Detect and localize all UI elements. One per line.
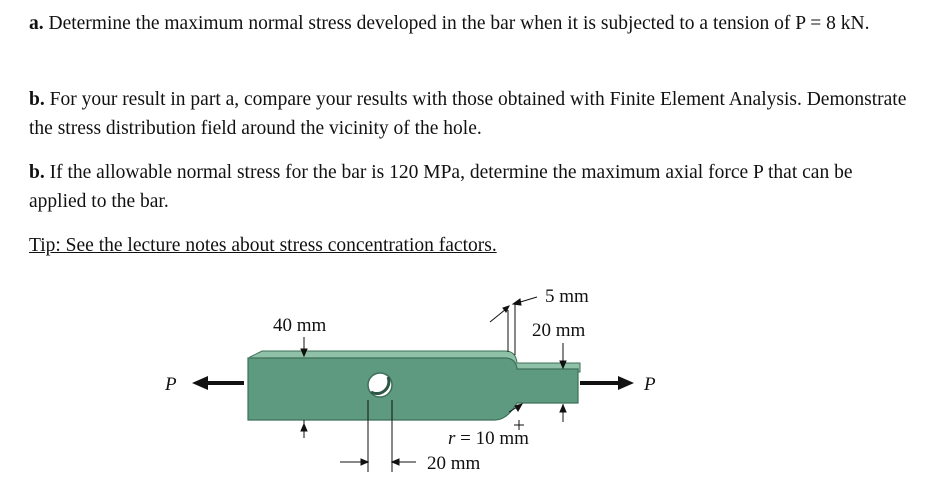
left-force-label: P bbox=[165, 374, 177, 395]
part-b1-label: b. bbox=[29, 89, 45, 110]
part-a-label: a. bbox=[29, 13, 44, 34]
right-force-arrow bbox=[580, 376, 634, 390]
thickness-label: 5 mm bbox=[545, 286, 589, 307]
fillet-radius-label: r = 10 mm bbox=[448, 428, 529, 449]
tip-note: Tip: See the lecture notes about stress concentration factors. bbox=[29, 235, 497, 256]
fillet-radius-value: = 10 mm bbox=[455, 428, 529, 449]
right-force-label: P bbox=[644, 374, 656, 395]
hole-diameter-label: 20 mm bbox=[427, 453, 481, 474]
left-force-arrow bbox=[192, 376, 244, 390]
part-b1-text: For your result in part a, compare your results with those obtained with Finite Element Analysis. Demonstrate the stress distribution field around the vicinity of the hole. bbox=[29, 89, 907, 139]
hole bbox=[368, 373, 392, 397]
thickness-dimension-arrows bbox=[490, 297, 537, 355]
part-b2-text: If the allowable normal stress for the bar is 120 MPa, determine the maximum axial force P that can be applied to the bar. bbox=[29, 162, 853, 212]
width-narrow-label: 20 mm bbox=[532, 320, 586, 341]
part-b2-label: b. bbox=[29, 162, 45, 183]
part-a-text: Determine the maximum normal stress developed in the bar when it is subjected to a tension of P = 8 kN. bbox=[43, 13, 870, 34]
width-wide-label: 40 mm bbox=[273, 315, 327, 336]
